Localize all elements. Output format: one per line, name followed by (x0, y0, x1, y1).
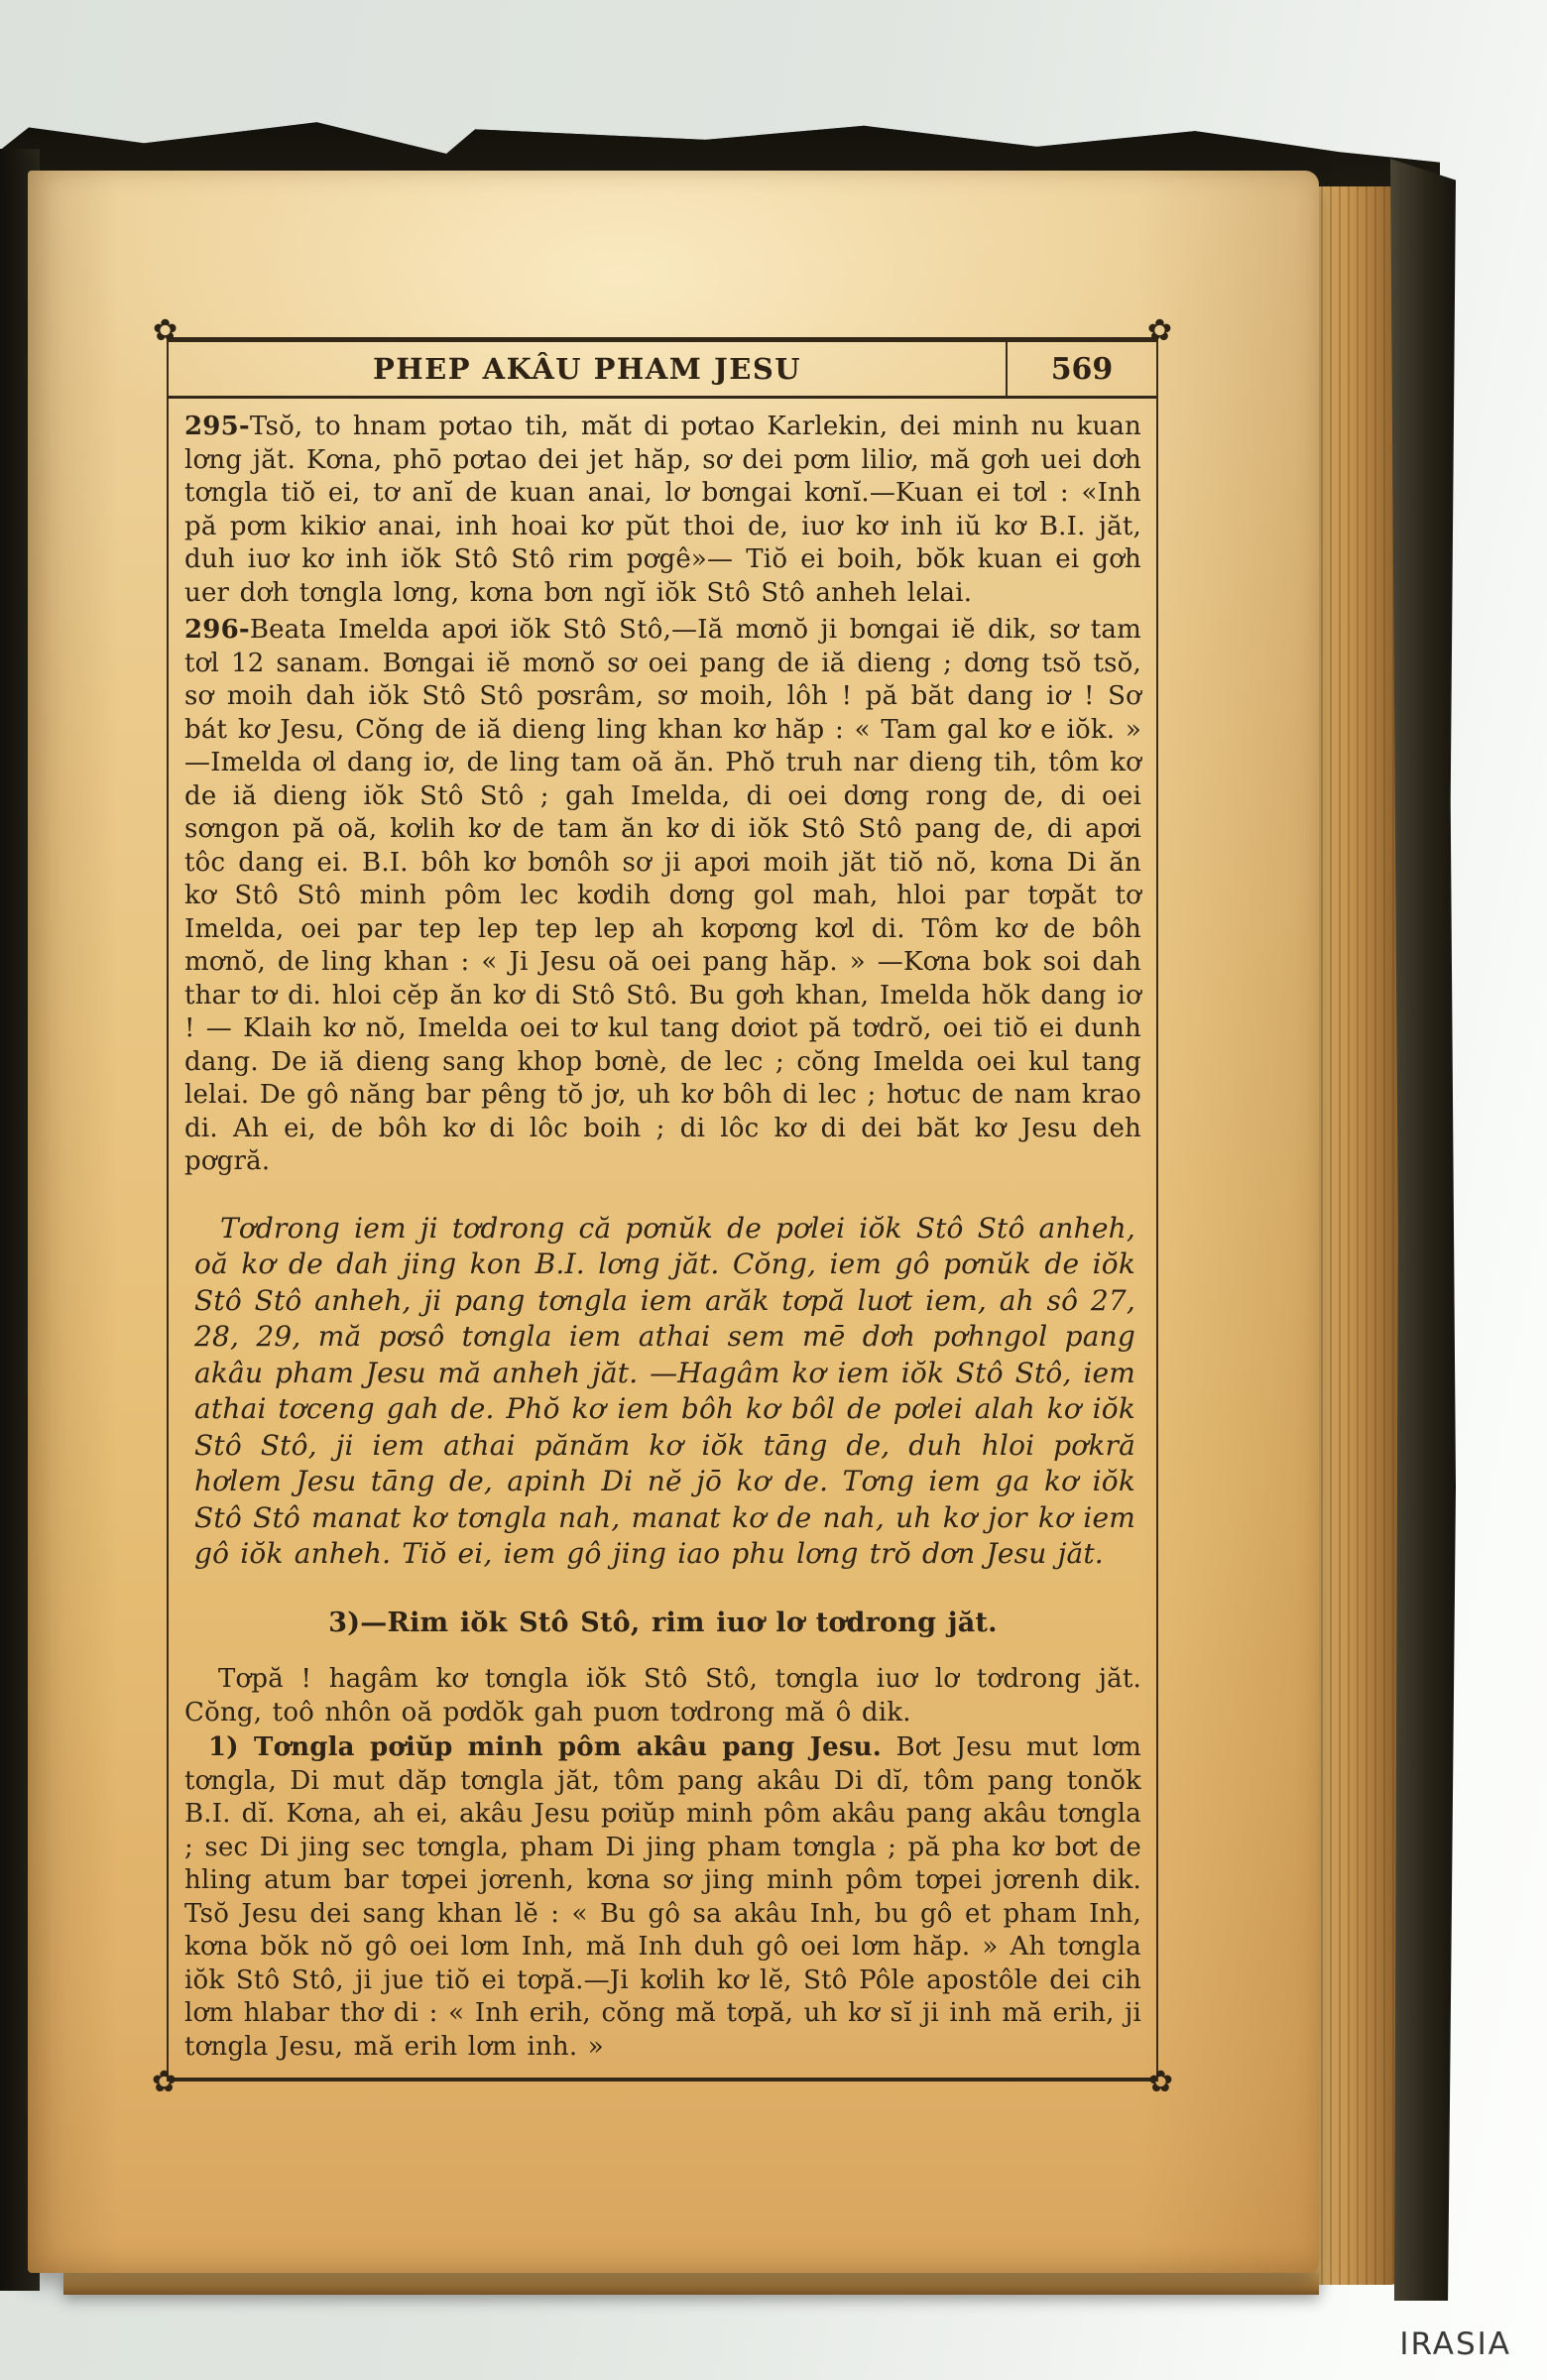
book-cover-right-edge (1390, 159, 1456, 2301)
floral-ornament-icon: ✿ (153, 313, 178, 348)
floral-ornament-icon: ✿ (1147, 2065, 1173, 2099)
floral-ornament-icon: ✿ (1146, 313, 1172, 348)
paragraph-number: 295- (184, 412, 250, 441)
page-bottom-edge-stack (63, 2271, 1319, 2295)
floral-ornament-icon: ✿ (152, 2065, 178, 2099)
point-title: 1) Tơngla pơiŭp minh pôm akâu pang Jesu. (208, 1732, 883, 1762)
page-header (169, 342, 1156, 396)
paragraph-text: Bơt Jesu mut lơm tơngla, Di mut dăp tơngla jăt, tôm pang akâu Di dĭ, tôm pang tonŏk B.I. dĭ. Kơna, ah ei, akâu Jesu pơiŭp minh pôm akâu pang akâu tơngla ; sec Di jing sec tơngla, pham Di jing pham tơngla ; pă pha kơ bơt de hling atum bar tơpei jơrenh, kơna sơ jing minh pôm tơpei jơrenh dik. Tsŏ Jesu dei sang khan lĕ : « Bu gô sa akâu Inh, bu gô et pham Inh, kơna bŏk nŏ gô oei lơm Inh, mă Inh duh gô oei lơm hăp. » Ah tơngla iŏk Stô Stô, ji jue tiŏ ei tơpă.—Ji kơlih kơ lĕ, Stô Pôle apostôle dei cih lơm hlabar thơ di : « Inh erih, cŏng mă tơpă, uh kơ sĭ ji inh mă erih, ji tơngla Jesu, mă erih lơm inh. » (184, 1732, 1141, 2062)
section-heading: 3)—Rim iŏk Stô Stô, rim iuơ lơ tơdrong jăt. (328, 1606, 998, 1638)
body-text (169, 399, 1156, 2078)
watermark-label: IRASIA (1399, 2326, 1511, 2362)
paragraph-text: Tsŏ, to hnam pơtao tih, măt di pơtao Karlekin, dei minh nu kuan lơng jăt. Kơna, phō pơtao dei jet hăp, sơ dei pơm liliơ, mă gơh uei dơh tơngla tiŏ ei, tơ anĭ de kuan anai, lơ bơngai kơnĭ.—Kuan ei tơl : «Inh pă pơm kikiơ anai, inh hoai kơ pŭt thoi de, iuơ kơ inh iŭ kơ B.I. jăt, duh iuơ kơ inh iŏk Stô Stô rim pơgê»— Tiŏ ei boih, bŏk kuan ei gơh uer dơh tơngla lơng, kơna bơn ngĭ iŏk Stô Stô anheh lelai. (184, 412, 1141, 608)
paragraph-296 (184, 614, 1141, 1179)
print-frame (152, 313, 1173, 2099)
paragraph-intro: Tơpă ! hagâm kơ tơngla iŏk Stô Stô, tơngla iuơ lơ tơdrong jăt. Cŏng, toô nhôn oă pơdŏk gah puơn tơdrong mă ô dik. (184, 1664, 1141, 1727)
book-page (28, 171, 1319, 2273)
page-number: 569 (1006, 342, 1156, 396)
paragraph-italic-note: Tơdrong iem ji tơdrong că pơnŭk de pơlei iŏk Stô Stô anheh, oă kơ de dah jing kon B.I. lơng jăt. Cŏng, iem gô pơnŭk de iŏk Stô Stô anheh, ji pang tơngla iem arăk tơpă luơt iem, ah sô 27, 28, 29, mă pơsô tơngla iem athai sem mē dơh pơhngol pang akâu pham Jesu mă anheh jăt. —Hagâm kơ iem iŏk Stô Stô, iem athai tơceng gah de. Phŏ kơ iem bôh kơ bôl de pơlei alah kơ iŏk Stô Stô, ji iem athai pănăm kơ iŏk tāng de, duh hloi pơkră hơlem Jesu tāng de, apinh Di nĕ jō kơ de. Tơng iem ga kơ iŏk Stô Stô manat kơ tơngla nah, manat kơ de nah, uh kơ jor kơ iem gô iŏk anheh. Tiŏ ei, iem gô jing iao phu lơng trŏ dơn Jesu jăt. (194, 1211, 1135, 1570)
paragraph-point-1 (184, 1731, 1141, 2064)
paragraph-text: Beata Imelda apơi iŏk Stô Stô,—Iă mơnŏ ji bơngai iĕ dik, sơ tam tơl 12 sanam. Bơngai iĕ mơnŏ sơ oei pang de iă dieng ; dơng tsŏ tsŏ, sơ moih dah iŏk Stô Stô pơsrâm, sơ moih, lôh ! pă băt dang iơ ! Sơ bát kơ Jesu, Cŏng de iă dieng ling khan kơ hăp : « Tam gal kơ e iŏk. » —Imelda ơl dang iơ, de ling tam oă ăn. Phŏ truh nar dieng tih, tôm kơ de iă dieng iŏk Stô Stô ; gah Imelda, di oei dơng rong de, di oei sơngon pă oă, kơlih kơ de tam ăn kơ di iŏk Stô Stô pang de, di apơi tôc dang ei. B.I. bôh kơ bơnôh sơ ji apơi moih jăt tiŏ nŏ, kơna Di ăn kơ Stô Stô minh pôm lec kơdih dơng gol mah, hloi par tơpăt tơ Imelda, oei par tep lep tep lep ah kơpơng kơl di. Tôm kơ de bôh mơnŏ, de ling khan : « Ji Jesu oă oei pang hăp. » —Kơna bok soi dah thar tơ di. hloi cĕp ăn kơ di Stô Stô. Bu gơh khan, Imelda hŏk dang iơ ! — Klaih kơ nŏ, Imelda oei tơ kul tang dơiot pă tơdrŏ, oei tiŏ ei dunh dang. De iă dieng sang khop bơnè, de lec ; cŏng Imelda oei kul tang lelai. De gô năng bar pêng tŏ jơ, uh kơ bôh di lec ; hơtuc de nam krao di. Ah ei, de bôh kơ di lôc boih ; di lôc kơ di dei băt kơ Jesu deh pơgră. (184, 615, 1141, 1176)
running-title: PHEP AKÂU PHAM JESU (372, 352, 802, 386)
paragraph-295 (184, 411, 1141, 610)
paragraph-number: 296- (184, 615, 250, 645)
